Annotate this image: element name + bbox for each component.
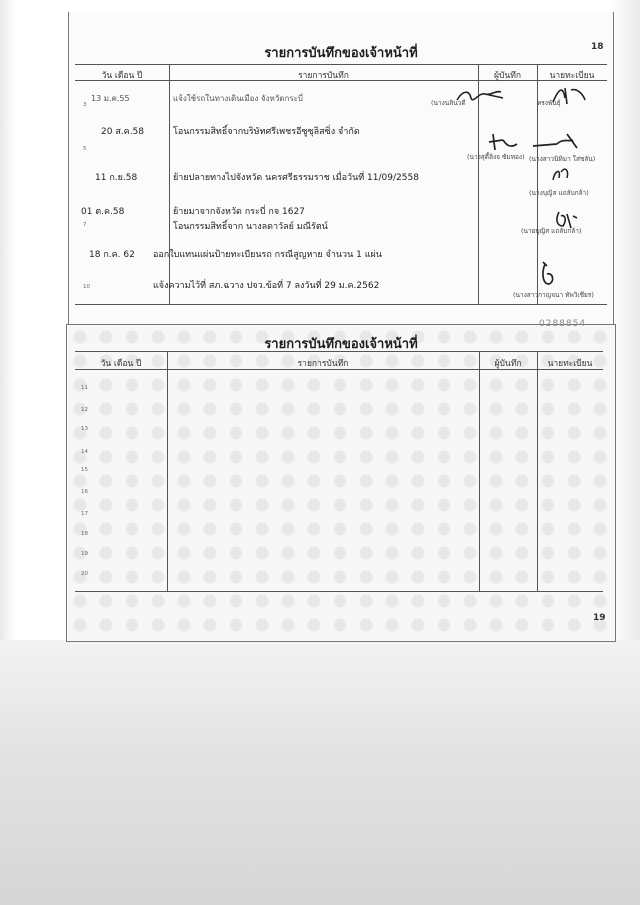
page-number: 18 — [591, 42, 604, 52]
entry-text: โอนกรรมสิทธิ์จากบริษัทศรีเพชรอีซูซุลิสซิ่ง จำกัด — [173, 127, 360, 137]
column-divider — [537, 351, 538, 591]
recorder-signature — [487, 128, 607, 154]
header-entry: รายการบันทึก — [298, 71, 349, 81]
row-number: 12 — [81, 407, 88, 413]
entry-date: 13 ม.ค.55 — [91, 94, 130, 103]
row-number: 3 — [83, 102, 87, 108]
entry-date: 11 ก.ย.58 — [95, 173, 138, 183]
entry-date: 18 ก.ค. 62 — [89, 250, 135, 260]
page-number: 19 — [593, 613, 606, 623]
registrar-name: (นายบุญิส แถลับกล้า) — [521, 227, 582, 235]
entry-date: 20 ส.ค.58 — [101, 127, 145, 137]
row-number: 20 — [81, 571, 88, 577]
row-number: 5 — [83, 146, 87, 152]
row-number: 11 — [81, 385, 88, 391]
recorder-name: (นางนลินวดี — [431, 99, 466, 107]
registrar-name: (นางสาวนิทิมา ใส่ชลัน) — [529, 155, 596, 163]
header-date: วัน เดือน ปี — [101, 71, 143, 81]
entry-text: ย้ายมาจากจังหวัด กระบี่ กจ 1627 — [173, 207, 305, 217]
registrar-name: ทรงพันธุ์ — [537, 99, 561, 107]
page-title: รายการบันทึกของเจ้าหน้าที่ — [264, 46, 418, 61]
row-number: 18 — [81, 531, 88, 537]
header-registrar: นายทะเบียน — [549, 71, 595, 81]
registrar-signature — [549, 84, 589, 106]
row-number: 19 — [81, 551, 88, 557]
registrar-name: (นางสาวกาญจนา ทัพวิเชียร) — [513, 291, 594, 299]
entry-text-line2: โอนกรรมสิทธิ์จาก นางลดาวัลย์ มณีรัตน์ — [173, 222, 328, 232]
header-registrar: นายทะเบียน — [547, 359, 593, 369]
column-divider — [169, 64, 170, 304]
row-number: 16 — [81, 489, 88, 495]
registrar-name: (นางบุญิส แถลับกล้า) — [529, 189, 589, 197]
table-top-rule — [75, 351, 603, 352]
header-recorder: ผู้บันทึก — [494, 359, 522, 369]
page-title: รายการบันทึกของเจ้าหน้าที่ — [264, 337, 418, 352]
header-entry: รายการบันทึก — [297, 359, 349, 369]
registrar-signature — [549, 208, 583, 230]
table-bottom-rule — [75, 304, 607, 305]
header-recorder: ผู้บันทึก — [494, 71, 521, 81]
header-date: วัน เดือน ปี — [100, 359, 142, 369]
recorder-signature — [455, 86, 511, 106]
entry-text: ออกใบแทนแผ่นป้ายทะเบียนรถ กรณีสูญหาย จำนวน 1 แผ่น — [153, 250, 382, 260]
row-number: 7 — [83, 222, 87, 228]
serial-number: 0288854 — [539, 319, 587, 329]
row-number: 10 — [83, 284, 90, 290]
table-bottom-rule — [75, 591, 603, 592]
recorder-name: (นางสุดี้ลิงจ ซัมทอง) — [467, 153, 525, 161]
entry-text: แจ้งใช้รถในทางเดินเมือง จังหวัดกระบี่ — [173, 94, 304, 103]
record-page-bottom — [66, 319, 616, 642]
registrar-signature — [547, 164, 577, 184]
entry-date: 01 ต.ค.58 — [81, 207, 125, 217]
table-top-rule — [75, 64, 607, 65]
record-page-top — [68, 12, 614, 333]
column-divider — [167, 351, 168, 591]
registrar-signature — [537, 260, 561, 288]
column-divider — [479, 351, 480, 591]
scan-background — [0, 640, 640, 905]
entry-text: ย้ายปลายทางไปจังหวัด นครศรีธรรมราช เมื่อวันที่ 11/09/2558 — [173, 173, 419, 183]
row-number: 14 — [81, 449, 88, 455]
entry-text-line2: แจ้งความไว้ที่ สภ.ฉวาง ปจว.ข้อที่ 7 ลงวันที่ 29 ม.ค.2562 — [153, 281, 380, 291]
row-number: 17 — [81, 511, 88, 517]
row-number: 13 — [81, 426, 88, 432]
row-number: 15 — [81, 467, 88, 473]
